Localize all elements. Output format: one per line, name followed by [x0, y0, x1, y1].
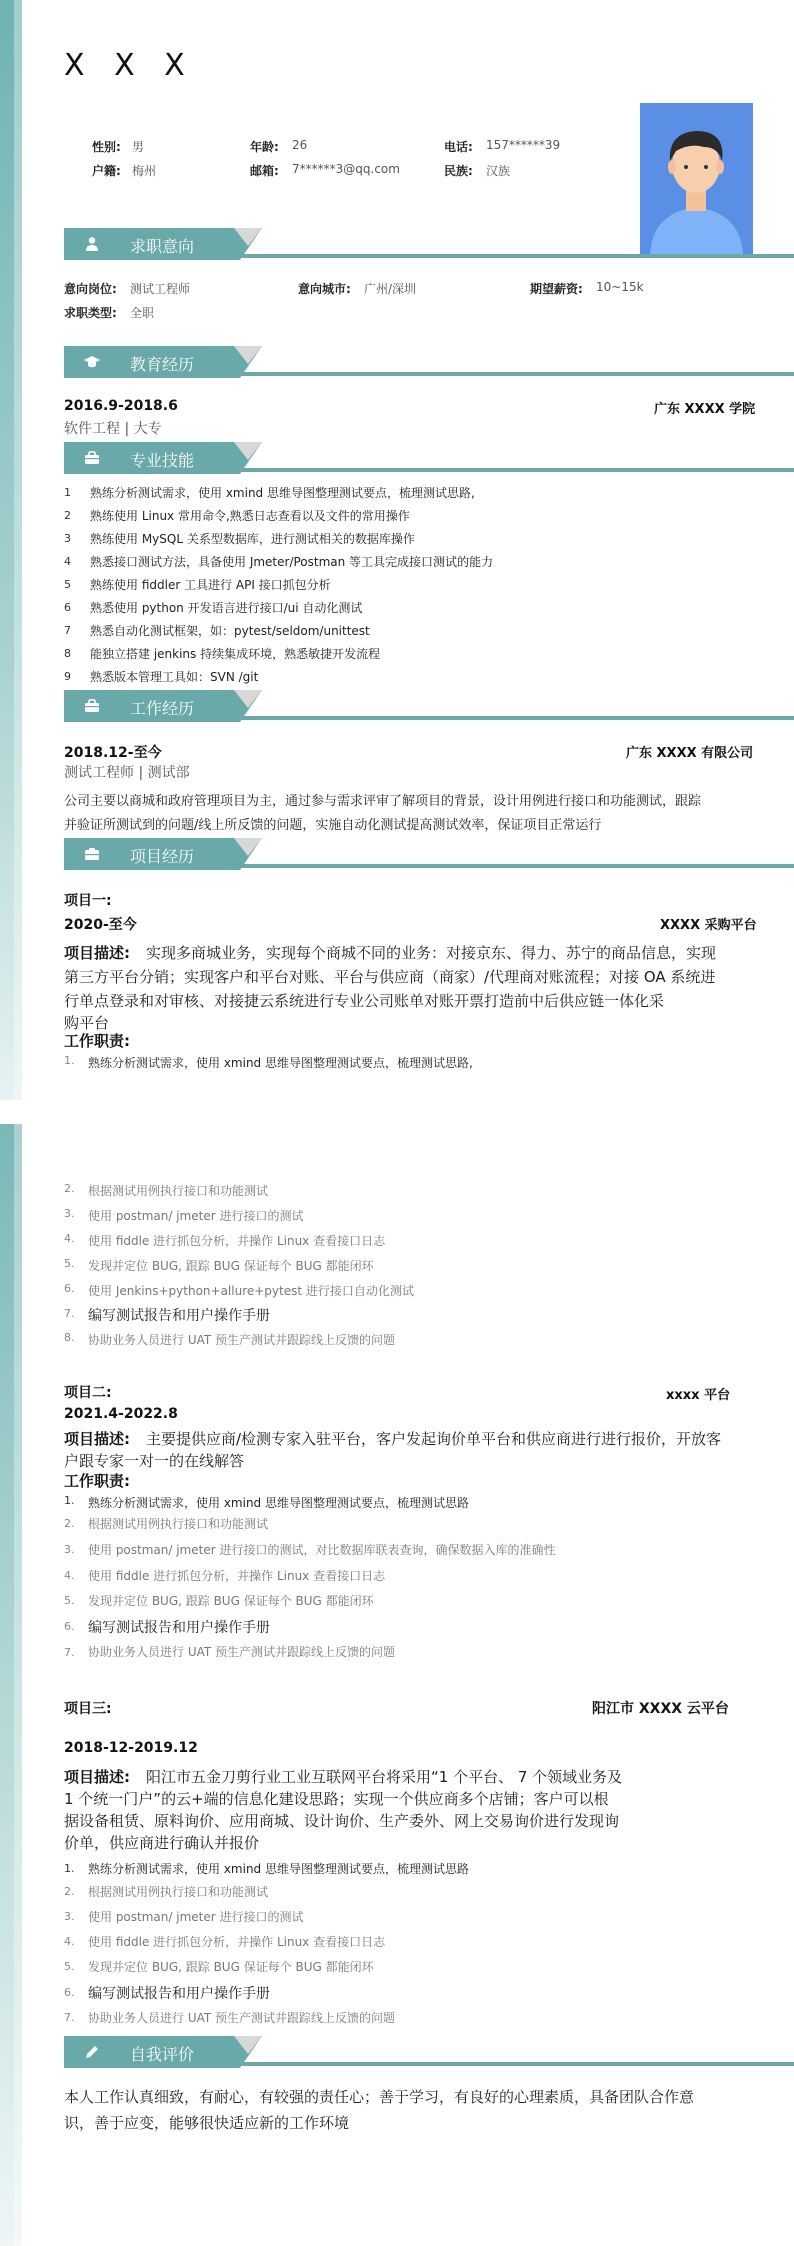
skill-number: 8 — [64, 647, 71, 660]
duty-number: 1. — [64, 1494, 75, 1507]
project3-desc-line: 阳江市五金刀剪行业工业互联网平台将采用“1 个平台、 7 个领域业务及 — [146, 1768, 623, 1786]
project2-name: xxxx 平台 — [666, 1388, 731, 1403]
project1-desc-label: 项目描述: — [64, 944, 130, 962]
duty-item: 编写测试报告和用户操作手册 — [88, 1308, 270, 1324]
phone-value: 157******39 — [486, 138, 561, 152]
intent-city-value: 广州/深圳 — [364, 282, 417, 296]
section-header-evaluation — [64, 2036, 794, 2074]
skill-number: 4 — [64, 555, 71, 568]
duty-item: 使用 postman/ jmeter 进行接口的测试 — [88, 1910, 304, 1924]
project2-duty-label: 工作职责: — [64, 1472, 130, 1490]
work-company: 广东 XXXX 有限公司 — [626, 746, 754, 761]
section-header-projects — [64, 838, 794, 876]
skill-number: 5 — [64, 578, 71, 591]
project3-desc-line: 价单，供应商进行确认并报价 — [64, 1834, 260, 1852]
duty-number: 1. — [64, 1054, 75, 1067]
duty-item: 协助业务人员进行 UAT 预生产测试并跟踪线上反馈的问题 — [88, 2011, 396, 2025]
age-label: 年龄: — [250, 140, 279, 154]
skill-item: 熟练使用 fiddler 工具进行 API 接口抓包分析 — [90, 578, 331, 592]
duty-number: 7. — [64, 2011, 75, 2024]
intent-salary-value: 10~15k — [596, 280, 644, 294]
duty-item: 发现并定位 BUG, 跟踪 BUG 保证每个 BUG 都能闭环 — [88, 1259, 374, 1273]
duty-number: 2. — [64, 1182, 75, 1195]
hukou-label: 户籍: — [92, 164, 121, 178]
duty-number: 4. — [64, 1232, 75, 1245]
duty-item: 使用 fiddle 进行抓包分析，并操作 Linux 查看接口日志 — [88, 1935, 386, 1949]
email-label: 邮箱: — [250, 164, 279, 178]
intent-salary-label: 期望薪资: — [530, 282, 583, 296]
skill-item: 熟练分析测试需求，使用 xmind 思维导图整理测试要点，梳理测试思路, — [90, 486, 475, 500]
skill-item: 熟练使用 Linux 常用命令,熟悉日志查看以及文件的常用操作 — [90, 509, 410, 523]
duty-number: 5. — [64, 1257, 75, 1270]
project2-desc-line: 主要提供应商/检测专家入驻平台，客户发起询价单平台和供应商进行进行报价，开放客 — [146, 1430, 722, 1448]
section-header-skills — [64, 442, 794, 480]
duty-number: 6. — [64, 1282, 75, 1295]
duty-item: 使用 fiddle 进行抓包分析，并操作 Linux 查看接口日志 — [88, 1234, 386, 1248]
age-value: 26 — [292, 138, 308, 152]
duty-item: 根据测试用例执行接口和功能测试 — [88, 1885, 269, 1899]
duty-number: 4. — [64, 1569, 75, 1582]
work-description-line: 并验证所测试到的问题/线上所反馈的问题，实施自动化测试提高测试效率，保证项目正常运行 — [64, 818, 602, 833]
duty-number: 2. — [64, 1885, 75, 1898]
project3-period: 2018-12-2019.12 — [64, 1740, 198, 1756]
duty-item: 使用 postman/ jmeter 进行接口的测试 — [88, 1209, 304, 1223]
duty-item: 编写测试报告和用户操作手册 — [88, 1620, 270, 1636]
duty-number: 4. — [64, 1935, 75, 1948]
duty-number: 7. — [64, 1646, 75, 1659]
project1-desc-line: 第三方平台分销；实现客户和平台对账、平台与供应商（商家）/代理商对账流程；对接 OA 系统进 — [64, 968, 716, 986]
section-title-work: 工作经历 — [130, 699, 195, 718]
project3-desc-label: 项目描述: — [64, 1768, 130, 1786]
project1-heading: 项目一: — [64, 893, 112, 909]
section-title-intent: 求职意向 — [130, 237, 195, 256]
education-period: 2016.9-2018.6 — [64, 398, 178, 414]
resume-page-1 — [0, 0, 794, 1100]
gender-label: 性别: — [92, 140, 121, 154]
project1-desc-line: 行单点登录和对审核、对接捷云系统进行专业公司账单对账开票打造前中后供应链一体化采 — [64, 992, 665, 1010]
duty-item: 发现并定位 BUG, 跟踪 BUG 保证每个 BUG 都能闭环 — [88, 1594, 374, 1608]
pencil-icon — [84, 2044, 100, 2060]
duty-number: 1. — [64, 1862, 75, 1875]
briefcase-icon — [84, 450, 100, 466]
project2-heading: 项目二: — [64, 1385, 112, 1401]
briefcase-icon — [84, 698, 100, 714]
duty-number: 6. — [64, 1620, 75, 1633]
intent-type-value: 全职 — [130, 306, 155, 320]
skill-item: 熟悉使用 python 开发语言进行接口/ui 自动化测试 — [90, 601, 363, 615]
work-description-line: 公司主要以商城和政府管理项目为主，通过参与需求评审了解项目的背景，设计用例进行接口和功能测试，跟踪 — [64, 794, 702, 809]
education-major: 软件工程 | 大专 — [64, 421, 162, 437]
education-school: 广东 XXXX 学院 — [654, 402, 756, 417]
project3-heading: 项目三: — [64, 1701, 112, 1717]
project1-desc-line: 实现多商城业务，实现每个商城不同的业务：对接京东、得力、苏宁的商品信息，实现 — [146, 944, 717, 962]
project2-desc-line: 户跟专家一对一的在线解答 — [64, 1452, 245, 1470]
skill-item: 能独立搭建 jenkins 持续集成环境，熟悉敏捷开发流程 — [90, 647, 381, 661]
duty-item: 编写测试报告和用户操作手册 — [88, 1986, 270, 2002]
project3-desc-line: 据设备租赁、原料询价、应用商城、设计询价、生产委外、网上交易询价进行发现询 — [64, 1812, 620, 1830]
duty-item: 根据测试用例执行接口和功能测试 — [88, 1517, 269, 1531]
skill-number: 9 — [64, 670, 71, 683]
evaluation-line: 本人工作认真细致，有耐心，有较强的责任心；善于学习，有良好的心理素质，具备团队合作意 — [64, 2088, 695, 2106]
skill-number: 2 — [64, 509, 71, 522]
skill-item: 熟悉版本管理工具如：SVN /git — [90, 670, 259, 684]
duty-number: 3. — [64, 1910, 75, 1923]
skill-number: 7 — [64, 624, 71, 637]
project2-desc-label: 项目描述: — [64, 1430, 130, 1448]
duty-number: 5. — [64, 1960, 75, 1973]
section-title-skills: 专业技能 — [130, 451, 195, 470]
duty-number: 7. — [64, 1307, 75, 1320]
duty-item: 熟练分析测试需求，使用 xmind 思维导图整理测试要点，梳理测试思路 — [88, 1862, 469, 1876]
section-title-evaluation: 自我评价 — [130, 2045, 195, 2064]
project1-desc-line: 购平台 — [64, 1014, 110, 1032]
gender-value: 男 — [132, 140, 145, 154]
skill-item: 熟练使用 MySQL 关系型数据库，进行测试相关的数据库操作 — [90, 532, 415, 546]
email-value: 7******3@qq.com — [292, 162, 400, 176]
duty-item: 熟练分析测试需求，使用 xmind 思维导图整理测试要点，梳理测试思路, — [88, 1056, 473, 1070]
nation-value: 汉族 — [486, 164, 511, 178]
project2-period: 2021.4-2022.8 — [64, 1406, 178, 1422]
project1-period: 2020-至今 — [64, 917, 137, 933]
project3-desc-line: 1 个统一门户”的云+端的信息化建设思路；实现一个供应商多个店铺；客户可以根 — [64, 1790, 609, 1808]
skill-number: 6 — [64, 601, 71, 614]
project1-duty-label: 工作职责: — [64, 1032, 130, 1050]
duty-number: 8. — [64, 1331, 75, 1344]
duty-number: 2. — [64, 1517, 75, 1530]
duty-item: 发现并定位 BUG, 跟踪 BUG 保证每个 BUG 都能闭环 — [88, 1960, 374, 1974]
folder-icon — [84, 846, 100, 862]
left-accent-bar — [0, 1124, 22, 2246]
duty-item: 使用 fiddle 进行抓包分析，并操作 Linux 查看接口日志 — [88, 1569, 386, 1583]
skill-item: 熟悉接口测试方法，具备使用 Jmeter/Postman 等工具完成接口测试的能力 — [90, 555, 494, 569]
intent-type-label: 求职类型: — [64, 306, 117, 320]
duty-number: 6. — [64, 1986, 75, 1999]
duty-item: 根据测试用例执行接口和功能测试 — [88, 1184, 269, 1198]
duty-item: 协助业务人员进行 UAT 预生产测试并跟踪线上反馈的问题 — [88, 1333, 396, 1347]
section-header-intent — [64, 228, 794, 266]
candidate-name: X X X — [64, 48, 195, 83]
nation-label: 民族: — [444, 164, 473, 178]
section-header-work — [64, 690, 794, 728]
work-role: 测试工程师 | 测试部 — [64, 765, 190, 781]
left-accent-bar — [0, 0, 22, 1100]
duty-number: 5. — [64, 1594, 75, 1607]
duty-number: 3. — [64, 1543, 75, 1556]
section-header-education — [64, 346, 794, 384]
duty-number: 3. — [64, 1207, 75, 1220]
phone-label: 电话: — [444, 140, 473, 154]
duty-item: 使用 postman/ jmeter 进行接口的测试，对比数据库联表查询，确保数据入库的准确性 — [88, 1543, 556, 1557]
project1-name: XXXX 采购平台 — [660, 918, 757, 933]
skill-item: 熟悉自动化测试框架，如：pytest/seldom/unittest — [90, 624, 370, 638]
duty-item: 使用 Jenkins+python+allure+pytest 进行接口自动化测试 — [88, 1284, 414, 1298]
section-title-education: 教育经历 — [130, 355, 195, 374]
duty-item: 协助业务人员进行 UAT 预生产测试并跟踪线上反馈的问题 — [88, 1645, 396, 1659]
intent-city-label: 意向城市: — [298, 282, 351, 296]
hukou-value: 梅州 — [132, 164, 157, 178]
project3-name: 阳江市 XXXX 云平台 — [592, 1701, 729, 1717]
skill-number: 3 — [64, 532, 71, 545]
user-icon — [84, 236, 100, 252]
duty-item: 熟练分析测试需求，使用 xmind 思维导图整理测试要点，梳理测试思路 — [88, 1496, 469, 1510]
skill-number: 1 — [64, 486, 71, 499]
evaluation-line: 识，善于应变，能够很快适应新的工作环境 — [64, 2114, 350, 2132]
resume-page-2 — [0, 1124, 794, 2246]
page-gap — [0, 1100, 794, 1124]
graduation-cap-icon — [84, 354, 100, 370]
work-period: 2018.12-至今 — [64, 745, 162, 761]
intent-position-label: 意向岗位: — [64, 282, 117, 296]
intent-position-value: 测试工程师 — [130, 282, 191, 296]
section-title-projects: 项目经历 — [130, 847, 195, 866]
